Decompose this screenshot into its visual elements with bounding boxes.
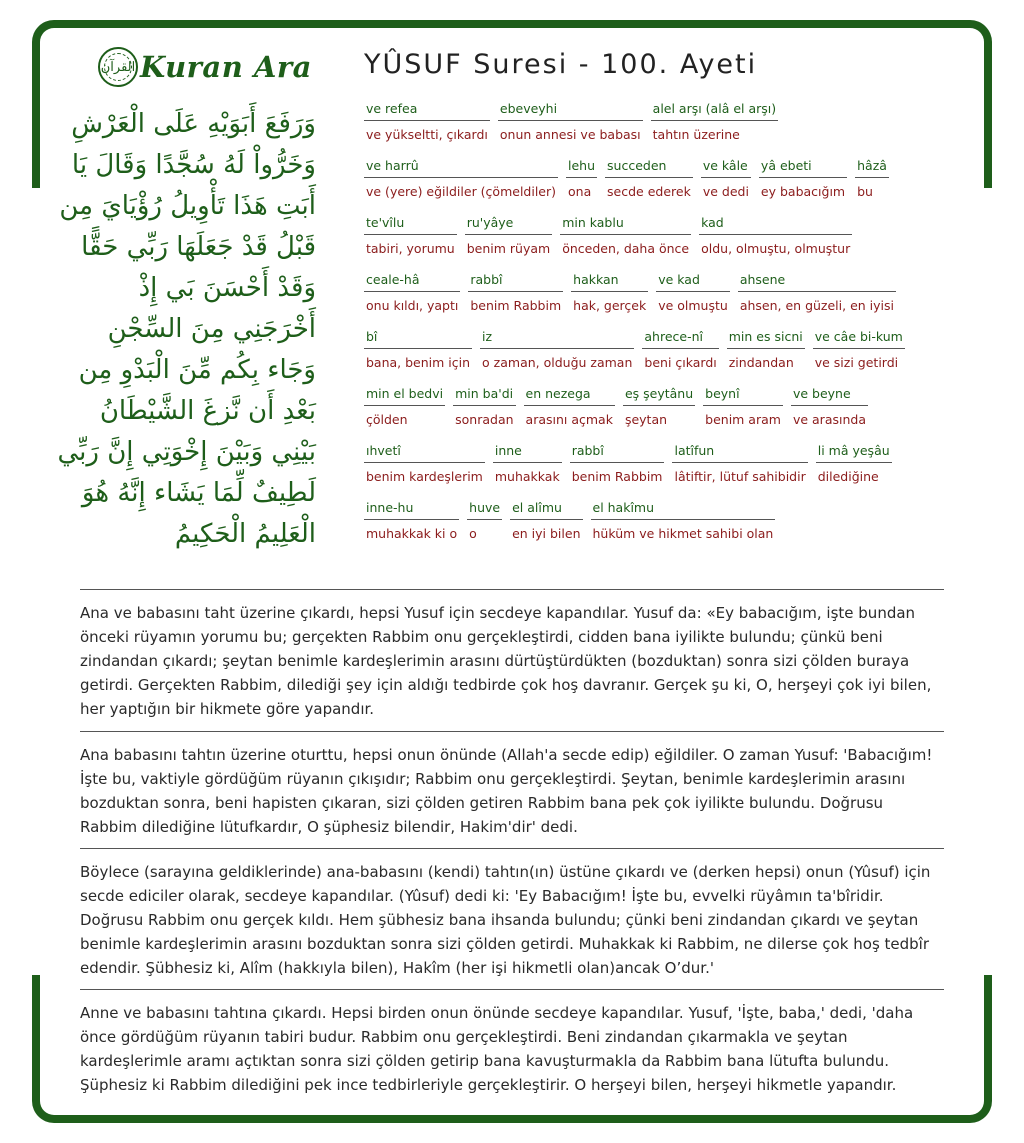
arabic-line: بَعْدِ أَن نَّزغَ الشَّيْطَانُ <box>99 396 316 426</box>
word-item[interactable] <box>701 158 751 215</box>
word-meaning: ahsen, en güzeli, en iyisi <box>739 298 894 313</box>
word-meaning: hak, gerçek <box>573 298 647 313</box>
word-row <box>364 215 924 272</box>
word-item[interactable] <box>591 500 776 557</box>
arabic-line: وَرَفَعَ أَبَوَيْهِ عَلَى الْعَرْشِ <box>71 109 316 139</box>
word-meaning: o zaman, olduğu zaman <box>482 355 633 370</box>
word-item[interactable] <box>672 443 807 500</box>
word-item[interactable] <box>605 158 693 215</box>
word-item[interactable] <box>364 443 485 500</box>
word-transliteration[interactable]: latîfun <box>672 443 807 463</box>
arabic-line: بَيْنِي وَبَيْنَ إِخْوَتِي إِنَّ رَبِّي <box>57 437 316 467</box>
word-row <box>364 101 924 158</box>
word-transliteration[interactable]: iz <box>480 329 634 349</box>
word-row <box>364 443 924 500</box>
word-item[interactable] <box>623 386 695 443</box>
word-meaning: benim kardeşlerim <box>366 469 483 484</box>
word-meaning: ve olmuştu <box>658 298 728 313</box>
word-item[interactable] <box>699 215 852 272</box>
word-transliteration[interactable]: beynî <box>703 386 783 406</box>
logo-text: Kuran Ara <box>140 50 312 84</box>
word-transliteration[interactable]: min es sicni <box>727 329 805 349</box>
word-transliteration[interactable]: alel arşı (alâ el arşı) <box>651 101 778 121</box>
word-row <box>364 329 924 386</box>
quran-seal-icon <box>98 47 138 87</box>
word-meaning: onu kıldı, yaptı <box>366 298 459 313</box>
word-transliteration[interactable]: en nezega <box>524 386 615 406</box>
translation-block <box>80 731 944 848</box>
word-meaning: önceden, daha önce <box>562 241 690 256</box>
word-transliteration[interactable]: ve refea <box>364 101 490 121</box>
word-meaning: en iyi bilen <box>512 526 581 541</box>
translation-text: Böylece (sarayına geldiklerinde) ana-babasını (kendi) tahtın(ın) üstüne çıkardı ve (derken hepsi) onun (Yûsuf) için secde ediciler olarak, secdeye kapandılar. (Yûsuf) dedi ki: 'Ey Babacığım! İşte bu, evvelki rüyâmın ta'bîridir. Doğrusu Rabbim onu gerçek kıldı. Hem şübhesiz bana ihsanda bulundu; çünki beni zindandan çıkardı ve şeytan benimle kardeşlerimin arasını bozduktan sonra sizi çölden getirdi. Muhakkak ki Rabbim, ne dilerse çok hoş tedbîr edendir. Şübhesiz ki, Alîm (hakkıyla bilen), Hakîm (her işi hikmetli olan)ancak O’dur.' <box>80 863 931 977</box>
word-meaning: ve (yere) eğildiler (çömeldiler) <box>366 184 557 199</box>
word-item[interactable] <box>703 386 783 443</box>
word-item[interactable] <box>364 500 459 557</box>
arabic-line: أَخْرَجَنِي مِنَ السِّجْنِ <box>107 314 316 344</box>
arabic-line: وَخَرُّواْ لَهُ سُجَّدًا وَقَالَ يَا <box>71 150 316 180</box>
word-transliteration[interactable]: ve câe bi-kum <box>813 329 905 349</box>
word-transliteration[interactable]: huve <box>467 500 502 520</box>
word-item[interactable] <box>453 386 515 443</box>
word-meaning: oldu, olmuştu, olmuştur <box>701 241 851 256</box>
word-item[interactable] <box>570 443 665 500</box>
word-item[interactable] <box>524 386 615 443</box>
word-meaning: çölden <box>366 412 408 427</box>
word-meaning: zindandan <box>728 355 794 370</box>
word-transliteration[interactable]: ru'yâye <box>465 215 552 235</box>
word-meaning: sonradan <box>455 412 514 427</box>
word-item[interactable] <box>855 158 889 215</box>
word-transliteration[interactable]: ceale-hâ <box>364 272 460 292</box>
arabic-line: أَبَتِ هَذَا تَأْوِيلُ رُؤْيَايَ مِن <box>59 191 316 221</box>
word-item[interactable] <box>651 101 778 158</box>
arabic-line: وَجَاء بِكُم مِّنَ الْبَدْوِ مِن <box>78 355 316 385</box>
word-transliteration[interactable]: ebeveyhi <box>498 101 643 121</box>
word-meaning: lâtiftir, lütuf sahibidir <box>674 469 806 484</box>
word-item[interactable] <box>791 386 868 443</box>
translation-block <box>80 589 944 731</box>
word-transliteration[interactable]: lehu <box>566 158 597 178</box>
word-item[interactable] <box>566 158 597 215</box>
word-transliteration[interactable]: el hakîmu <box>591 500 776 520</box>
site-logo[interactable] <box>98 46 312 88</box>
word-meaning: ve arasında <box>792 412 866 427</box>
word-transliteration[interactable]: ahrece-nî <box>642 329 718 349</box>
word-item[interactable] <box>468 272 563 329</box>
word-item[interactable] <box>364 158 558 215</box>
word-transliteration[interactable]: bî <box>364 329 472 349</box>
word-item[interactable] <box>480 329 634 386</box>
arabic-line: وَقَدْ أَحْسَنَ بَي إِذْ <box>138 273 316 303</box>
word-meaning: secde ederek <box>607 184 691 199</box>
word-transliteration[interactable]: yâ ebeti <box>759 158 847 178</box>
word-meaning: benim aram <box>705 412 781 427</box>
word-meaning: hüküm ve hikmet sahibi olan <box>592 526 774 541</box>
word-row <box>364 386 924 443</box>
word-transliteration[interactable]: ahsene <box>738 272 896 292</box>
translations-list <box>80 589 944 1110</box>
word-transliteration[interactable]: min ba'di <box>453 386 515 406</box>
word-meaning: ve yükseltti, çıkardı <box>366 127 488 142</box>
page-title: YÛSUF Suresi - 100. Ayeti <box>364 49 758 80</box>
word-meaning: şeytan <box>624 412 668 427</box>
arabic-verse <box>50 104 316 555</box>
word-item[interactable] <box>727 329 805 386</box>
translation-text: Ana ve babasını taht üzerine çıkardı, hepsi Yusuf için secdeye kapandılar. Yusuf da: «Ey babacığım, işte bundan önceki rüyamın yorumu bu; gerçekten Rabbim onu gerçekleştirdi, cidden bana iyilikte bulundu; çünkü beni zindandan çıkardı; şeytan benimle kardeşlerimin arasını dürtüştürdükten (bozduktan) sonra sizi çölden buraya getirdi. Gerçekten Rabbim, dilediği şey için aldığı tedbirde çok hoş davranır. Gerçek şu ki, O, herşeyi çok iyi bilen, her yaptığın bir hikmete göre yapandır. <box>80 604 932 718</box>
word-meaning: o <box>469 526 477 541</box>
logo-seal-text: القرآن <box>100 59 136 75</box>
word-transliteration[interactable]: inne-hu <box>364 500 459 520</box>
word-item[interactable] <box>467 500 502 557</box>
word-transliteration[interactable]: li mâ yeşâu <box>816 443 892 463</box>
translation-block <box>80 989 944 1110</box>
word-meaning: benim Rabbim <box>571 469 663 484</box>
word-transliteration[interactable]: ve kad <box>656 272 730 292</box>
word-transliteration[interactable]: eş şeytânu <box>623 386 695 406</box>
word-item[interactable] <box>364 386 445 443</box>
translation-block <box>80 848 944 989</box>
word-meaning: ey babacığım <box>760 184 846 199</box>
word-item[interactable] <box>465 215 552 272</box>
word-item[interactable] <box>364 329 472 386</box>
word-item[interactable] <box>738 272 896 329</box>
word-transliteration[interactable]: ve kâle <box>701 158 751 178</box>
arabic-line: لَطِيفٌ لِّمَا يَشَاء إِنَّهُ هُوَ <box>81 478 316 508</box>
word-item[interactable] <box>816 443 892 500</box>
word-transliteration[interactable]: te'vîlu <box>364 215 457 235</box>
word-transliteration[interactable]: ve beyne <box>791 386 868 406</box>
word-meaning: onun annesi ve babası <box>499 127 641 142</box>
word-item[interactable] <box>364 215 457 272</box>
word-item[interactable] <box>571 272 648 329</box>
word-transliteration[interactable]: rabbî <box>468 272 563 292</box>
word-meaning: arasını açmak <box>525 412 613 427</box>
word-meaning: ona <box>568 184 592 199</box>
word-meaning: benim Rabbim <box>470 298 562 313</box>
word-transliteration[interactable]: ıhvetî <box>364 443 485 463</box>
word-meaning: ve sizi getirdi <box>814 355 899 370</box>
translation-text: Ana babasını tahtın üzerine oturttu, hepsi onun önünde (Allah'a secde edip) eğildiler. O zaman Yusuf: 'Babacığım! İşte bu, vaktiyle gördüğüm rüyanın çıkışıdır; Rabbim onu gerçekleştirdi. Şeytan, benimle kardeşlerimin arasını bozduktan sonra, beni hapisten çıkaran, sizi çölden getiren Rabbim bana pek çok iyilikte bulundu. Doğrusu Rabbim dilediğine lütufkardır, O şüphesiz bilendir, Hakim'dir' dedi. <box>80 746 933 836</box>
word-meaning: ve dedi <box>702 184 749 199</box>
word-transliteration[interactable]: succeden <box>605 158 693 178</box>
translation-text: Anne ve babasını tahtına çıkardı. Hepsi birden onun önünde secdeye kapandılar. Yusuf, 'İşte, baba,' dedi, 'daha önce gördüğüm rüyanın tabiri budur. Rabbim onu gerçekleştirdi. Beni zindandan çıkarmakla ve şeytan kardeşlerimle aramı açtıktan sonra sizi çölden getirip bana kavuşturmakla da Rabbim bana lütufta bulundu. Şüphesiz ki Rabbim dilediğini pek ince tedbirleriyle gerçekleştirir. O herşeyi bilen, herşeyi hikmetle yapandır. <box>80 1004 914 1094</box>
word-meaning: muhakkak ki o <box>366 526 458 541</box>
word-item[interactable] <box>510 500 582 557</box>
word-transliteration[interactable]: min el bedvi <box>364 386 445 406</box>
word-meaning: beni çıkardı <box>644 355 717 370</box>
word-transliteration[interactable]: el alîmu <box>510 500 582 520</box>
word-meaning: bana, benim için <box>366 355 471 370</box>
arabic-line: الْعَلِيمُ الْحَكِيمُ <box>174 519 316 549</box>
word-item[interactable] <box>364 272 460 329</box>
word-meaning: dilediğine <box>817 469 879 484</box>
word-meaning: tahtın üzerine <box>652 127 740 142</box>
word-item[interactable] <box>813 329 905 386</box>
word-transliteration[interactable]: rabbî <box>570 443 665 463</box>
word-row <box>364 500 924 557</box>
word-transliteration[interactable]: kad <box>699 215 852 235</box>
word-meaning: bu <box>857 184 873 199</box>
word-item[interactable] <box>498 101 643 158</box>
word-item[interactable] <box>364 101 490 158</box>
word-meaning: tabiri, yorumu <box>366 241 455 256</box>
word-transliteration[interactable]: hâzâ <box>855 158 889 178</box>
word-item[interactable] <box>656 272 730 329</box>
word-item[interactable] <box>642 329 718 386</box>
word-transliteration[interactable]: inne <box>493 443 562 463</box>
word-item[interactable] <box>759 158 847 215</box>
word-by-word-grid <box>364 101 924 557</box>
word-transliteration[interactable]: min kablu <box>560 215 691 235</box>
word-transliteration[interactable]: ve harrû <box>364 158 558 178</box>
arabic-line: قَبْلُ قَدْ جَعَلَهَا رَبِّي حَقًّا <box>81 232 316 262</box>
word-transliteration[interactable]: hakkan <box>571 272 648 292</box>
word-row <box>364 158 924 215</box>
word-item[interactable] <box>493 443 562 500</box>
word-meaning: muhakkak <box>494 469 560 484</box>
word-row <box>364 272 924 329</box>
word-meaning: benim rüyam <box>466 241 551 256</box>
word-item[interactable] <box>560 215 691 272</box>
